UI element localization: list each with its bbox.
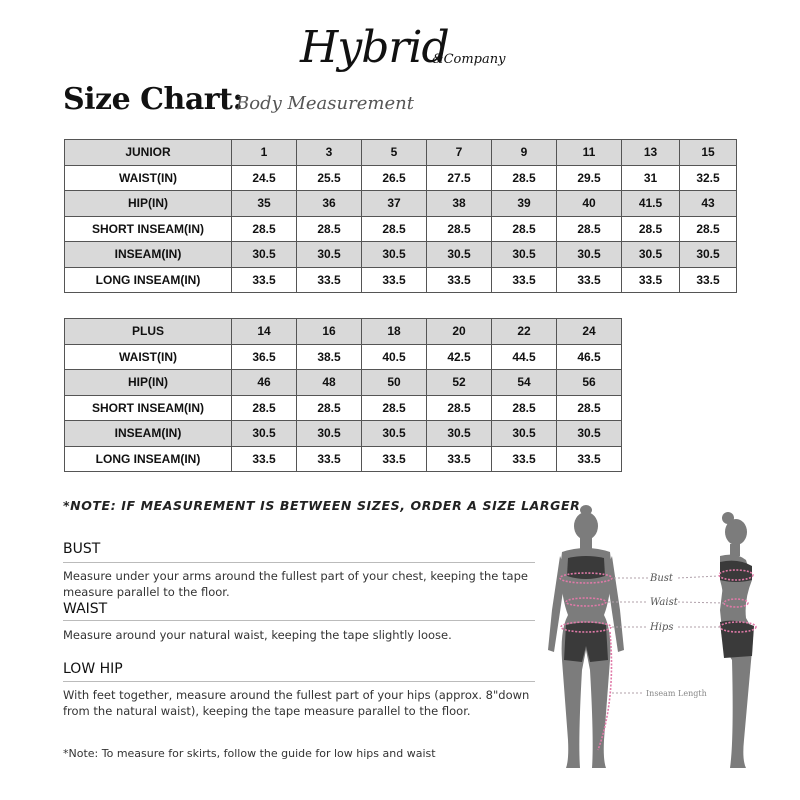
measurement-cell: 48: [297, 370, 362, 396]
measurement-cell: 28.5: [557, 395, 622, 421]
measurement-cell: 28.5: [297, 216, 362, 242]
page-title: Size Chart:: [63, 82, 243, 117]
measurement-cell: 30.5: [427, 421, 492, 447]
row-label: SHORT INSEAM(IN): [65, 395, 232, 421]
size-header-cell: 14: [232, 319, 297, 345]
plus-header-row: [65, 319, 622, 345]
measurement-cell: 33.5: [492, 267, 557, 293]
measurement-cell: 52: [427, 370, 492, 396]
measurement-cell: 37: [362, 191, 427, 217]
measurement-cell: 28.5: [297, 395, 362, 421]
measurement-cell: 30.5: [427, 242, 492, 268]
row-label: LONG INSEAM(IN): [65, 446, 232, 472]
row-label: WAIST(IN): [65, 344, 232, 370]
size-header-cell: 11: [557, 140, 622, 166]
table-row: [65, 267, 737, 293]
waist-instructions: Measure around your natural waist, keeping the tape slightly loose.: [63, 628, 452, 642]
measurement-cell: 30.5: [297, 242, 362, 268]
table-row: [65, 370, 622, 396]
table-row: [65, 395, 622, 421]
size-header-cell: 22: [492, 319, 557, 345]
bust-label: Bust: [650, 573, 673, 584]
table-row: [65, 216, 737, 242]
bust-instructions: Measure under your arms around the fullest part of your chest, keeping the tape measure parallel to the floor.: [63, 569, 528, 599]
row-label: INSEAM(IN): [65, 421, 232, 447]
measurement-cell: 30.5: [557, 242, 622, 268]
measurement-cell: 39: [492, 191, 557, 217]
measurement-cell: 33.5: [492, 446, 557, 472]
measurement-cell: 33.5: [297, 267, 362, 293]
measurement-cell: 36: [297, 191, 362, 217]
measurement-cell: 33.5: [362, 267, 427, 293]
row-label: INSEAM(IN): [65, 242, 232, 268]
size-note: *NOTE: IF MEASUREMENT IS BETWEEN SIZES, ORDER A SIZE LARGER: [63, 498, 581, 513]
measurement-cell: 28.5: [680, 216, 737, 242]
measurement-cell: 40: [557, 191, 622, 217]
measurement-cell: 30.5: [232, 421, 297, 447]
size-header-cell: 15: [680, 140, 737, 166]
measurement-cell: 28.5: [427, 216, 492, 242]
size-header-cell: 20: [427, 319, 492, 345]
measurement-cell: 28.5: [232, 216, 297, 242]
measurement-cell: 46.5: [557, 344, 622, 370]
table-row: [65, 165, 737, 191]
hips-label: Hips: [650, 622, 674, 633]
measurement-cell: 30.5: [232, 242, 297, 268]
measurement-cell: 24.5: [232, 165, 297, 191]
measurement-cell: 30.5: [362, 421, 427, 447]
measurement-cell: 43: [680, 191, 737, 217]
measurement-cell: 32.5: [680, 165, 737, 191]
measurement-cell: 54: [492, 370, 557, 396]
size-header-cell: 1: [232, 140, 297, 166]
measurement-cell: 33.5: [427, 446, 492, 472]
size-header-cell: 24: [557, 319, 622, 345]
plus-size-table: [64, 318, 622, 472]
size-header-cell: 9: [492, 140, 557, 166]
row-label: HIP(IN): [65, 191, 232, 217]
lowhip-divider: [63, 681, 535, 682]
waist-heading: WAIST: [63, 601, 108, 617]
measurement-cell: 30.5: [362, 242, 427, 268]
table-row: [65, 446, 622, 472]
measurement-cell: 40.5: [362, 344, 427, 370]
row-label: HIP(IN): [65, 370, 232, 396]
measurement-cell: 28.5: [557, 216, 622, 242]
measurement-cell: 33.5: [622, 267, 680, 293]
measurement-cell: 30.5: [297, 421, 362, 447]
bust-divider: [63, 562, 535, 563]
measurement-cell: 28.5: [232, 395, 297, 421]
measurement-cell: 28.5: [492, 216, 557, 242]
measurement-cell: 26.5: [362, 165, 427, 191]
measurement-cell: 30.5: [680, 242, 737, 268]
junior-size-table: [64, 139, 737, 293]
brand-name: Hybrid: [300, 22, 449, 73]
lowhip-instructions: With feet together, measure around the fullest part of your hips (approx. 8"down from the natural waist), keeping the tape measure parallel to the floor.: [63, 688, 530, 718]
measurement-cell: 27.5: [427, 165, 492, 191]
measurement-cell: 46: [232, 370, 297, 396]
waist-label: Waist: [650, 597, 678, 608]
measurement-cell: 33.5: [362, 446, 427, 472]
measurement-cell: 28.5: [492, 165, 557, 191]
plus-header-label: PLUS: [65, 319, 232, 345]
body-measurement-figure: [540, 500, 800, 800]
measurement-cell: 28.5: [622, 216, 680, 242]
measurement-cell: 28.5: [427, 395, 492, 421]
measurement-cell: 44.5: [492, 344, 557, 370]
size-header-cell: 16: [297, 319, 362, 345]
brand-suffix: &Company: [432, 52, 506, 67]
measurement-cell: 30.5: [492, 421, 557, 447]
measurement-cell: 56: [557, 370, 622, 396]
size-header-cell: 18: [362, 319, 427, 345]
measurement-cell: 28.5: [362, 395, 427, 421]
measurement-cell: 30.5: [622, 242, 680, 268]
measurement-cell: 50: [362, 370, 427, 396]
measurement-cell: 38: [427, 191, 492, 217]
inseam-label: Inseam Length: [646, 689, 707, 698]
measurement-cell: 35: [232, 191, 297, 217]
row-label: LONG INSEAM(IN): [65, 267, 232, 293]
measurement-cell: 31: [622, 165, 680, 191]
measurement-cell: 36.5: [232, 344, 297, 370]
junior-header-label: JUNIOR: [65, 140, 232, 166]
row-label: SHORT INSEAM(IN): [65, 216, 232, 242]
table-row: [65, 344, 622, 370]
size-header-cell: 13: [622, 140, 680, 166]
bust-heading: BUST: [63, 541, 101, 557]
table-row: [65, 242, 737, 268]
waist-divider: [63, 620, 535, 621]
row-label: WAIST(IN): [65, 165, 232, 191]
guide-lines: [608, 576, 724, 693]
skirt-footnote: *Note: To measure for skirts, follow the guide for low hips and waist: [63, 747, 436, 760]
size-header-cell: 3: [297, 140, 362, 166]
size-header-cell: 5: [362, 140, 427, 166]
lowhip-heading: LOW HIP: [63, 661, 123, 677]
measurement-cell: 33.5: [427, 267, 492, 293]
measurement-cell: 28.5: [492, 395, 557, 421]
table-row: [65, 421, 622, 447]
measurement-cell: 33.5: [232, 267, 297, 293]
size-header-cell: 7: [427, 140, 492, 166]
measurement-cell: 33.5: [557, 446, 622, 472]
measurement-cell: 33.5: [680, 267, 737, 293]
measurement-cell: 41.5: [622, 191, 680, 217]
brand-logo: [300, 22, 510, 102]
measurement-cell: 33.5: [297, 446, 362, 472]
measurement-cell: 38.5: [297, 344, 362, 370]
measurement-cell: 25.5: [297, 165, 362, 191]
measurement-cell: 33.5: [557, 267, 622, 293]
measurement-cell: 30.5: [557, 421, 622, 447]
page-subtitle: Body Measurement: [236, 93, 414, 114]
table-row: [65, 191, 737, 217]
measurement-cell: 33.5: [232, 446, 297, 472]
measurement-cell: 28.5: [362, 216, 427, 242]
measurement-cell: 29.5: [557, 165, 622, 191]
junior-header-row: [65, 140, 737, 166]
measurement-cell: 30.5: [492, 242, 557, 268]
measurement-cell: 42.5: [427, 344, 492, 370]
